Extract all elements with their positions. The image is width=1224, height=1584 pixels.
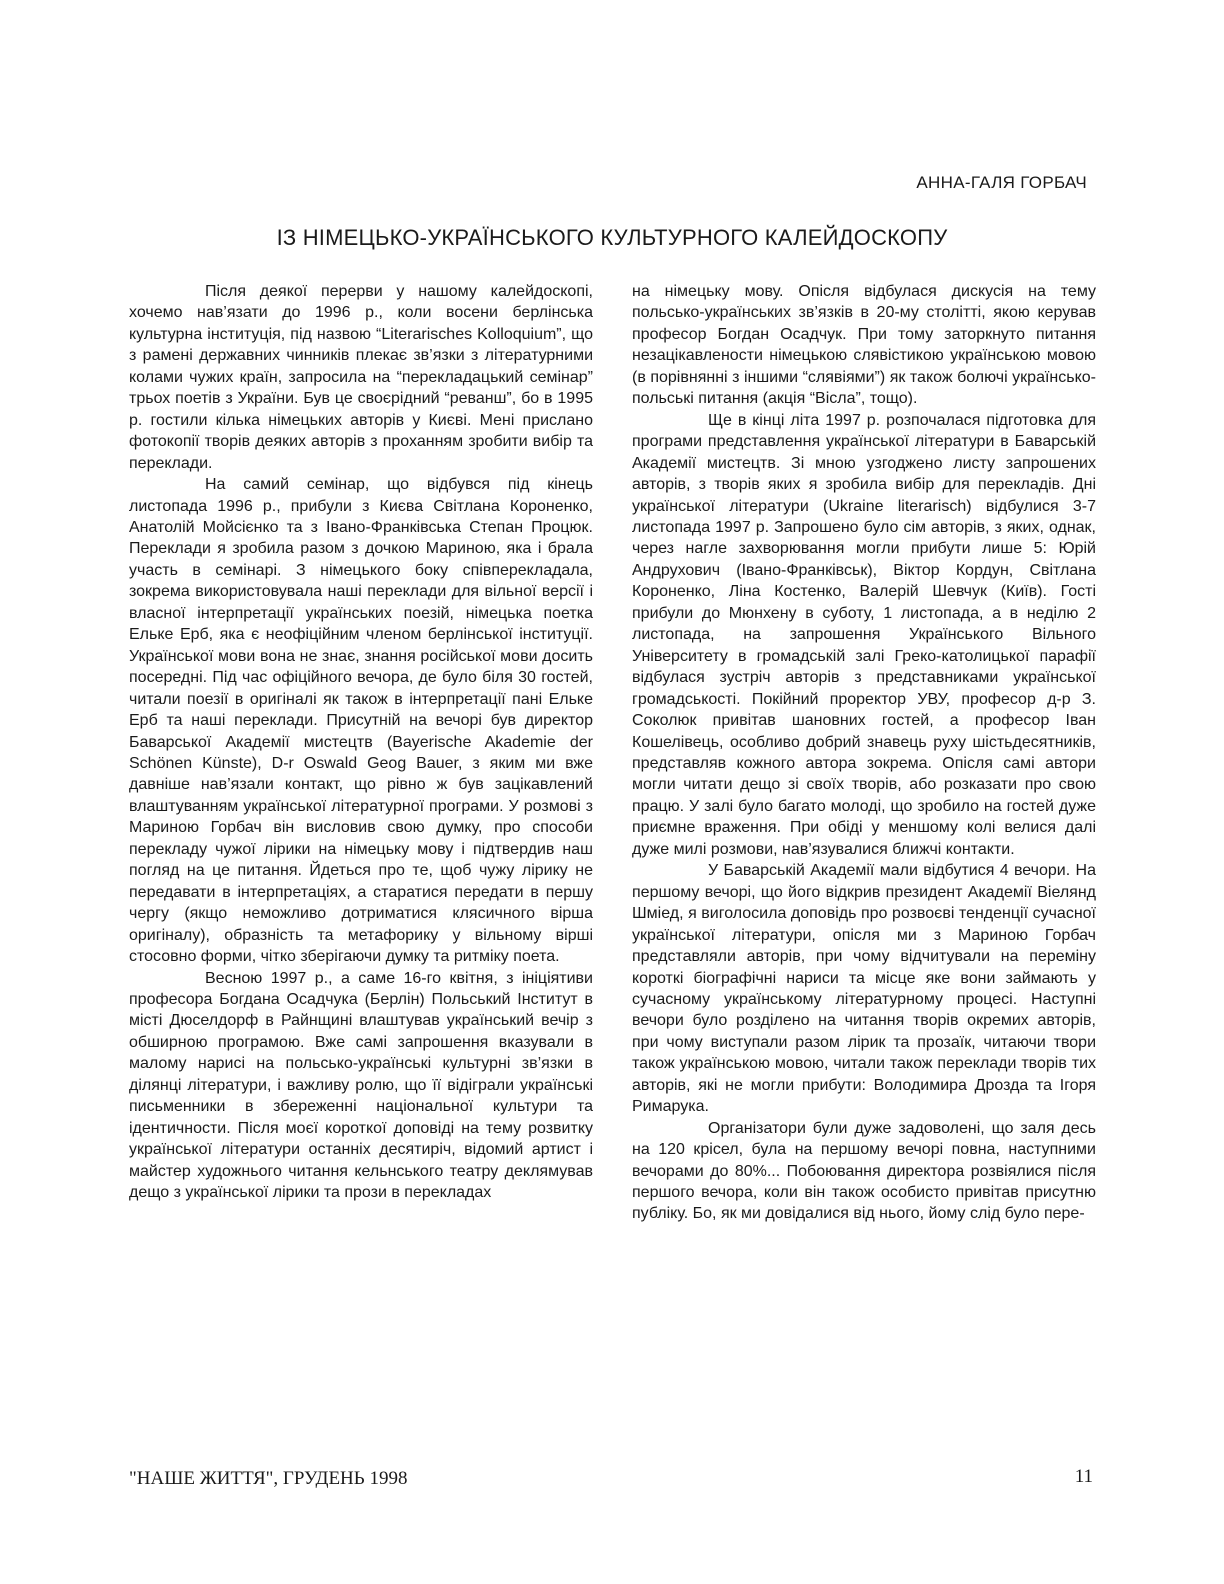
- paragraph-continuation: на німецьку мову. Опісля відбулася дискусія на тему польсько-українських зв’язків в 20-му столітті, якою керував професор Богдан Осадчук. При тому заторкнуто питання незацікавлености німецькою слявістикою українською мовою (в порівнянні з іншими “слявіями”) як також болючі українсько-польські питання (акція “Вісла”, тощо).: [632, 283, 1096, 408]
- journal-footer: "НАШЕ ЖИТТЯ", ГРУДЕНЬ 1998: [129, 1468, 408, 1489]
- right-column: [632, 281, 1096, 1225]
- paragraph: Після деякої перерви у нашому калейдоскопі, хочемо нав’язати до 1996 р., коли восени берлінська культурна інституція, під назвою “Literarisches Kolloquium”, що з рамені державних чинників плекає зв’язки з літературними колами чужих країн, запросила на “перекладацький семінар” трьох поетів з України. Був це своєрідний “реванш”, бо в 1995 р. гостили кілька німецьких авторів у Києві. Мені прислано фотокопії творів деяких авторів з проханням зробити вибір та переклади.: [129, 283, 593, 472]
- paragraph: Організатори були дуже задоволені, що заля десь на 120 крісел, була на першому вечорі повна, наступними вечорами до 80%... Побоювання директора розвіялися після першого вечора, коли він також особисто привітав присутню публіку. Бо, як ми довідалися від нього, йому слід було пере-: [632, 1119, 1096, 1223]
- author-name: АННА-ГАЛЯ ГОРБАЧ: [916, 173, 1087, 192]
- left-column: [129, 281, 593, 1203]
- paragraph: На самий семінар, що відбувся під кінець листопада 1996 р., прибули з Києва Світлана Короненко, Анатолій Мойсієнко та з Івано-Франківська Степан Процюк. Переклади я зробила разом з дочкою Мариною, яка і брала участь в семінарі. З німецького боку співперекладала, зокрема використовувала наші переклади для вільної версії і власної інтерпретації українських поезій, німецька поетка Ельке Ерб, яка є неофіційним членом берлінської інституції. Української мови вона не знає, знання російської мови досить посередні. Під час офіційного вечора, де було біля 30 гостей, читали поезії в оригіналі як також в інтерпретації пані Ельке Ерб та наші переклади. Присутній на вечорі був директор Баварської Академії мистецтв (Bayerische Akademie der Schönen Künste), D-r Oswald Geog Bauer, з яким ми вже давніше нав’язали контакт, що рівно ж був зацікавлений влаштуванням української літературної програми. У розмові з Мариною Горбач він висловив свою думку, про способи перекладу чужої лірики на німецьку мову і підтвердив наш погляд на це питання. Йдеться про те, щоб чужу лірику не передавати в інтерпретаціях, а старатися передати в першу чергу (якщо неможливо дотриматися клясичного вірша оригіналу), образність та метафорику у вільному вірші стосовно форми, чітко зберігаючи думку та ритміку поета.: [129, 476, 593, 966]
- paragraph: У Баварській Академії мали відбутися 4 вечори. На першому вечорі, що його відкрив президент Академії Віелянд Шміед, я виголосила доповідь про розвоєві тенденції сучасної української літератури, опісля ми з Мариною Горбач представляли авторів, при чому відчитували на переміну короткі біографічні нариси та місце яке вони займають у сучасному українському літературному процесі. Наступні вечори було розділено на читання творів окремих авторів, при чому виступали разом лірик та прозаїк, читаючи твори також українською мовою, читали також переклади творів тих авторів, які не могли прибути: Володимира Дрозда та Ігоря Римарука.: [632, 862, 1096, 1116]
- paragraph: Ще в кінці літа 1997 р. розпочалася підготовка для програми представлення української літератури в Баварській Академії мистецтв. Зі мною узгоджено листу запрошених авторів, з творів яких я зробила вибір для перекладів. Дні української літератури (Ukraine literarisch) відбулися 3-7 листопада 1997 р. Запрошено було сім авторів, з яких, однак, через нагле захворювання могли прибути лише 5: Юрій Андрухович (Івано-Франківськ), Віктор Кордун, Світлана Короненко, Ліна Костенко, Валерій Шевчук (Київ). Гості прибули до Мюнхену в суботу, 1 листопада, а в неділю 2 листопада, на запрошення Українського Вільного Університету в громадській залі Греко-католицької парафії відбулася зустріч авторів з представниками української громадськості. Покійний проректор УВУ, професор д-р З. Соколюк привітав шановних гостей, а професор Іван Кошелівець, особливо добрий знавець руху шістьдесятників, представляв кожного автора зокрема. Опісля самі автори могли читати дещо зі своїх творів, або розказати про свою працю. У залі було багато молоді, що зробило на гостей дуже приємне враження. При обіді у меншому колі велися далі дуже милі розмови, нав’язувалися ближчі контакти.: [632, 411, 1096, 858]
- paragraph: Весною 1997 р., а саме 16-го квітня, з ініціятиви професора Богдана Осадчука (Берлін) Польський Інститут в місті Дюселдорф в Райнщині влаштував український вечір з обширною програмою. Вже самі запрошення вказували в малому нарисі на польсько-українські культурні зв’язки в ділянці літератури, і важливу ролю, що її відіграли українські письменники в збереженні національної культури та ідентичности. Після моєї короткої доповіді на тему розвитку української літератури останніх десятиріч, відомий артист і майстер художнього читання кельнського театру деклямував дещо з української лірики та прози в перекладах: [129, 969, 593, 1202]
- article-title: ІЗ НІМЕЦЬКО-УКРАЇНСЬКОГО КУЛЬТУРНОГО КАЛЕЙДОСКОПУ: [276, 225, 948, 250]
- page-number: 11: [1074, 1466, 1093, 1487]
